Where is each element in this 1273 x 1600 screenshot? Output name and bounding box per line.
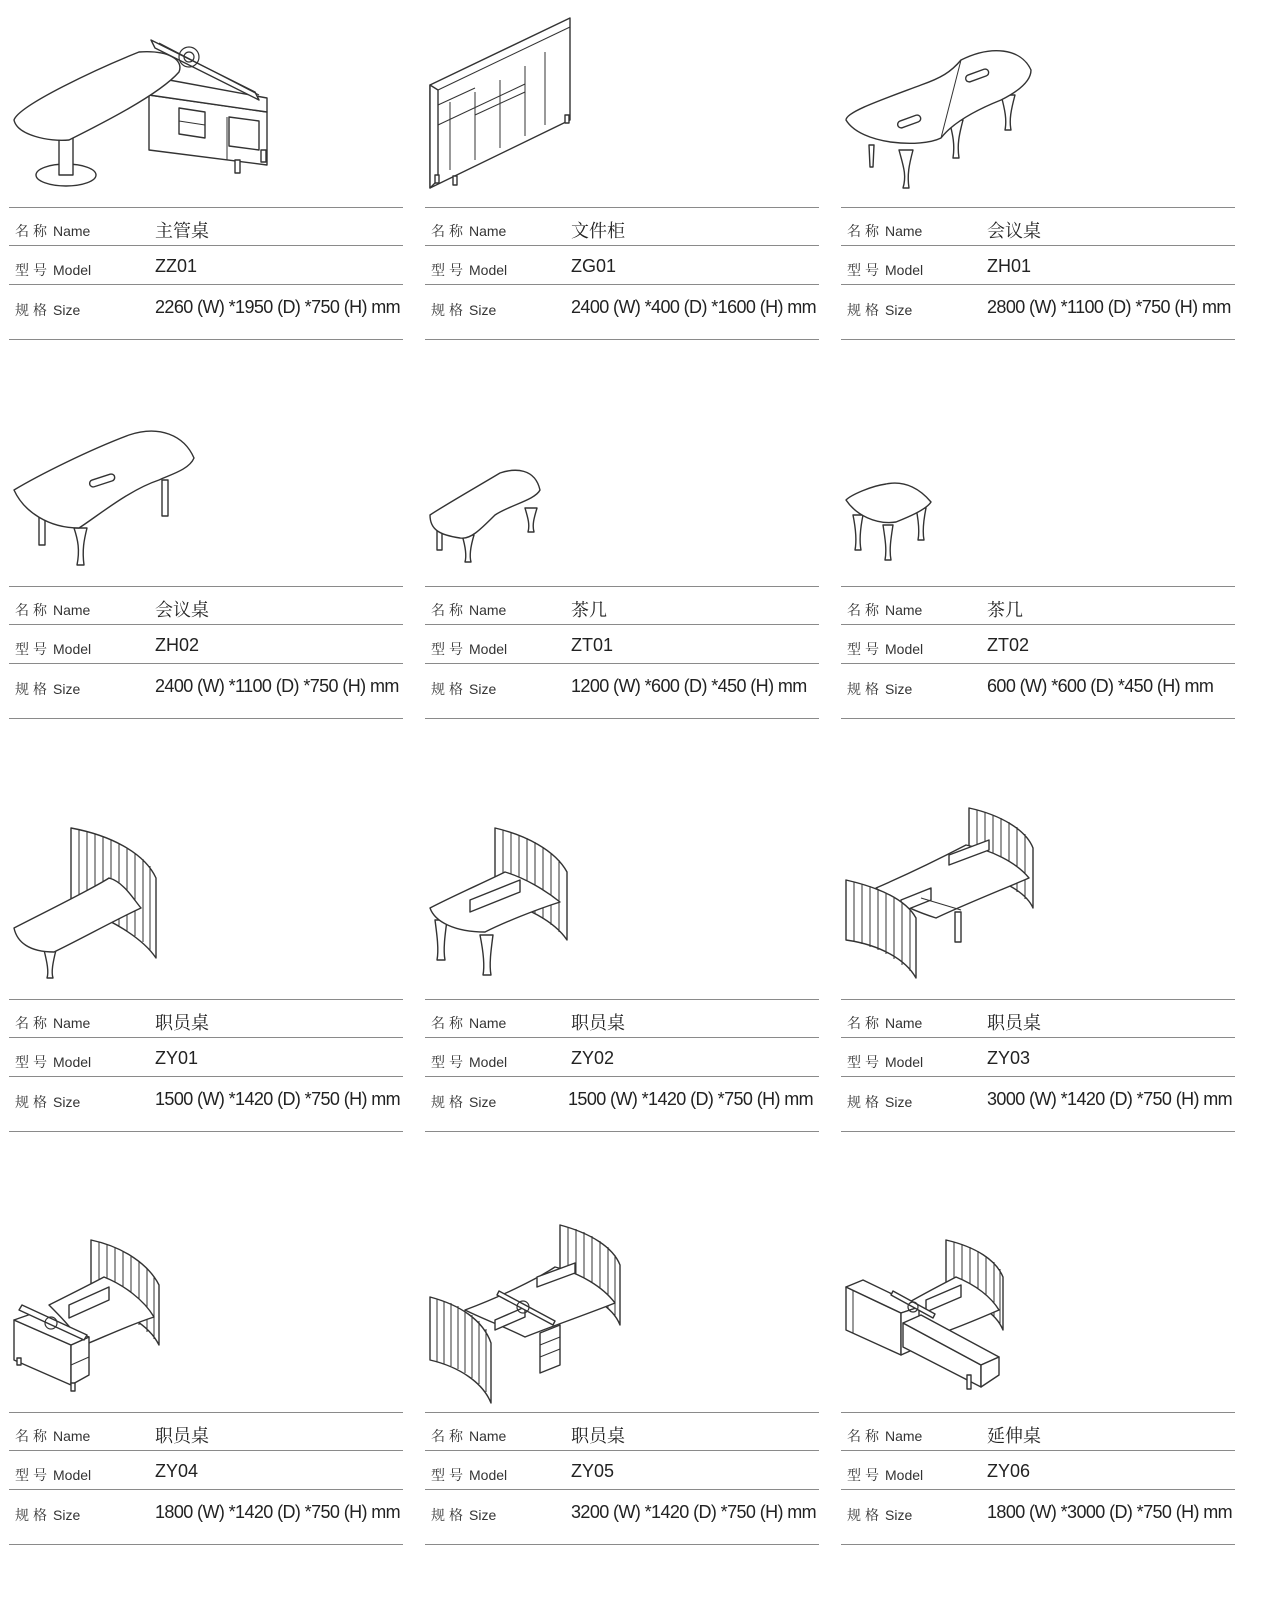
product-size: 3200 (W) *1420 (D) *750 (H) mm [571, 1502, 817, 1522]
size-label: 规格 Size [847, 1094, 913, 1111]
product-model: ZH02 [155, 635, 200, 655]
size-row [425, 1076, 819, 1132]
name-row [9, 1412, 403, 1450]
product-size: 2400 (W) *400 (D) *1600 (H) mm [571, 297, 817, 317]
size-label: 规格 Size [431, 681, 497, 698]
model-row [425, 1037, 819, 1076]
size-label: 规格 Size [15, 1507, 81, 1524]
size-label: 规格 Size [431, 1507, 497, 1524]
name-row [425, 999, 819, 1037]
product-model: ZY05 [571, 1461, 615, 1481]
name-row [841, 586, 1235, 624]
product-size: 1200 (W) *600 (D) *450 (H) mm [571, 676, 807, 696]
product-size: 1500 (W) *1420 (D) *750 (H) mm [155, 1089, 401, 1109]
model-row [9, 1037, 403, 1076]
name-label: 名称 Name [431, 1015, 507, 1032]
model-label: 型号 Model [431, 1467, 508, 1484]
model-row [9, 245, 403, 284]
size-row [841, 284, 1235, 340]
name-row [425, 1412, 819, 1450]
name-label: 名称 Name [847, 223, 923, 240]
size-label: 规格 Size [15, 1094, 81, 1111]
model-label: 型号 Model [431, 1054, 508, 1071]
model-row [425, 245, 819, 284]
product-model: ZY03 [987, 1048, 1031, 1068]
product-model: ZY06 [987, 1461, 1031, 1481]
name-row [841, 999, 1235, 1037]
product-name: 职员桌 [571, 1426, 625, 1447]
product-size: 600 (W) *600 (D) *450 (H) mm [987, 676, 1214, 696]
product-model: ZT02 [987, 635, 1030, 655]
size-label: 规格 Size [15, 681, 81, 698]
product-name: 文件柜 [571, 221, 625, 242]
product-size: 1800 (W) *1420 (D) *750 (H) mm [155, 1502, 401, 1522]
name-row [9, 999, 403, 1037]
name-label: 名称 Name [15, 223, 91, 240]
product-name: 职员桌 [571, 1013, 625, 1034]
model-label: 型号 Model [15, 262, 92, 279]
product-model: ZY04 [155, 1461, 199, 1481]
size-row [9, 284, 403, 340]
product-model: ZY02 [571, 1048, 615, 1068]
name-row [9, 207, 403, 245]
model-label: 型号 Model [15, 1054, 92, 1071]
product-name: 主管桌 [155, 221, 209, 242]
size-row [9, 1489, 403, 1545]
name-row [9, 586, 403, 624]
name-label: 名称 Name [431, 223, 507, 240]
name-row [425, 207, 819, 245]
name-label: 名称 Name [847, 1428, 923, 1445]
size-label: 规格 Size [431, 302, 497, 319]
model-row [841, 1037, 1235, 1076]
size-label: 规格 Size [847, 302, 913, 319]
product-name: 茶几 [571, 600, 607, 621]
product-name: 职员桌 [987, 1013, 1041, 1034]
name-row [841, 207, 1235, 245]
model-row [841, 624, 1235, 663]
model-label: 型号 Model [431, 262, 508, 279]
product-name: 延伸桌 [987, 1426, 1041, 1447]
size-label: 规格 Size [431, 1094, 497, 1111]
product-model: ZY01 [155, 1048, 199, 1068]
product-model: ZZ01 [155, 256, 198, 276]
name-label: 名称 Name [431, 602, 507, 619]
size-row [841, 663, 1235, 719]
product-model: ZG01 [571, 256, 617, 276]
model-label: 型号 Model [847, 1467, 924, 1484]
model-row [425, 1450, 819, 1489]
product-name: 职员桌 [155, 1013, 209, 1034]
name-label: 名称 Name [847, 602, 923, 619]
size-label: 规格 Size [847, 681, 913, 698]
model-label: 型号 Model [15, 1467, 92, 1484]
model-row [9, 1450, 403, 1489]
model-row [9, 624, 403, 663]
product-size: 2400 (W) *1100 (D) *750 (H) mm [155, 676, 399, 696]
model-label: 型号 Model [847, 641, 924, 658]
product-name: 会议桌 [987, 221, 1041, 242]
name-label: 名称 Name [847, 1015, 923, 1032]
name-label: 名称 Name [431, 1428, 507, 1445]
size-label: 规格 Size [847, 1507, 913, 1524]
size-row [841, 1489, 1235, 1545]
model-label: 型号 Model [847, 1054, 924, 1071]
product-size: 1800 (W) *3000 (D) *750 (H) mm [987, 1502, 1233, 1522]
name-label: 名称 Name [15, 602, 91, 619]
size-row [9, 663, 403, 719]
product-size: 2800 (W) *1100 (D) *750 (H) mm [987, 297, 1231, 317]
model-row [425, 624, 819, 663]
size-row [425, 1489, 819, 1545]
model-label: 型号 Model [431, 641, 508, 658]
product-name: 职员桌 [155, 1426, 209, 1447]
name-row [841, 1412, 1235, 1450]
product-size: 2260 (W) *1950 (D) *750 (H) mm [155, 297, 401, 317]
model-row [841, 1450, 1235, 1489]
product-size: 1500 (W) *1420 (D) *750 (H) mm [568, 1089, 814, 1109]
name-label: 名称 Name [15, 1015, 91, 1032]
size-row [425, 284, 819, 340]
size-row [841, 1076, 1235, 1132]
size-label: 规格 Size [15, 302, 81, 319]
product-size: 3000 (W) *1420 (D) *750 (H) mm [987, 1089, 1233, 1109]
product-name: 会议桌 [155, 600, 209, 621]
product-model: ZT01 [571, 635, 614, 655]
name-label: 名称 Name [15, 1428, 91, 1445]
model-label: 型号 Model [15, 641, 92, 658]
size-row [9, 1076, 403, 1132]
product-name: 茶几 [987, 600, 1023, 621]
size-row [425, 663, 819, 719]
name-row [425, 586, 819, 624]
product-model: ZH01 [987, 256, 1032, 276]
model-label: 型号 Model [847, 262, 924, 279]
model-row [841, 245, 1235, 284]
